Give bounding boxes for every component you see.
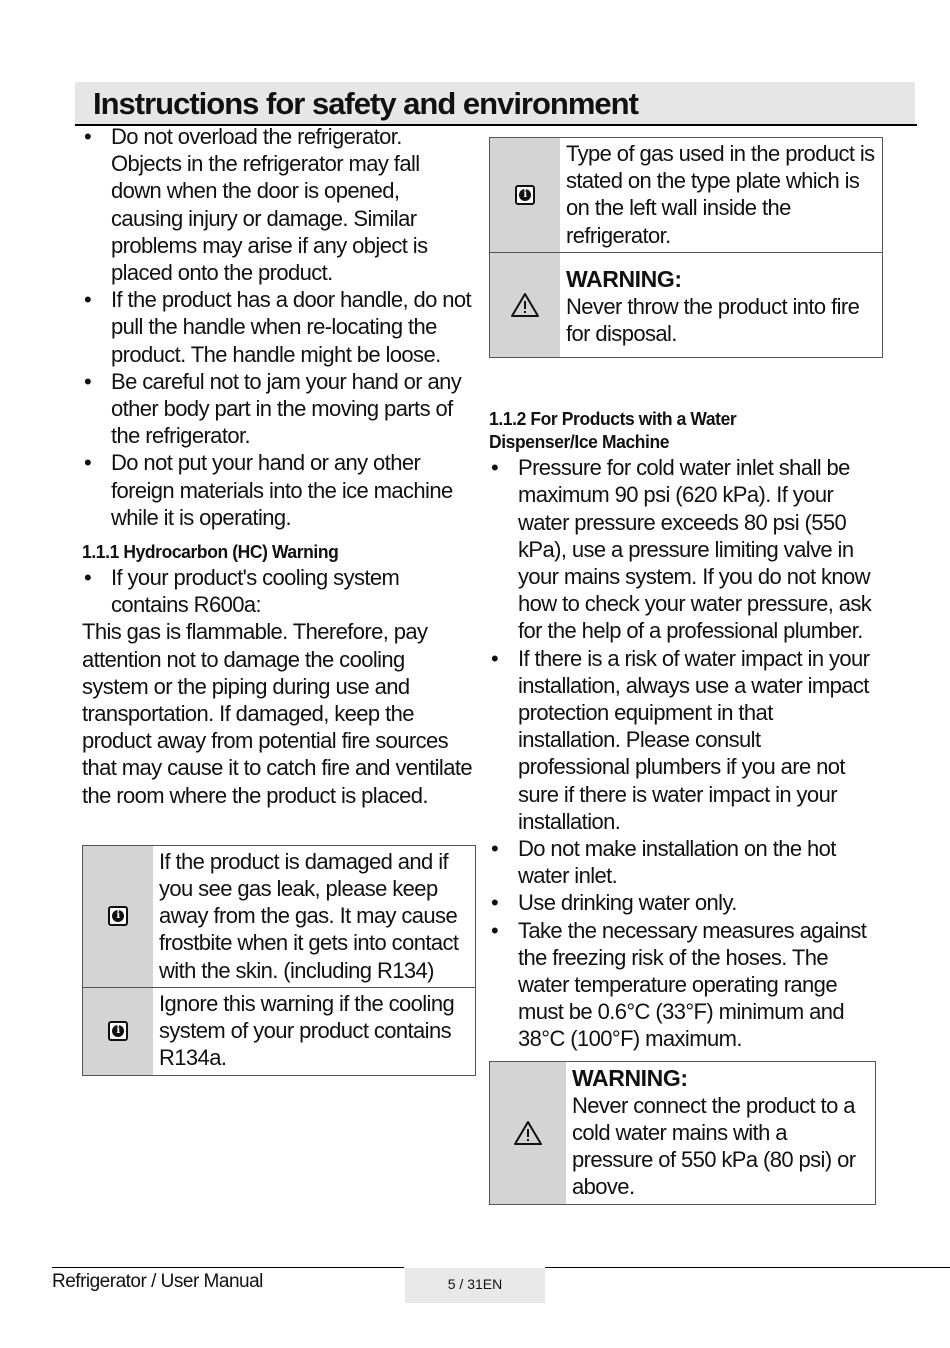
- note-icon-cell: [83, 846, 153, 987]
- list-item: • Pressure for cold water inlet shall be maximum 90 psi (620 kPa). If your water pressure exceeds 80 psi (550 kPa), use a pressure limiting valve in your mains system. If you do not know how to check your water pressure, ask for the help of a professional plumber.: [489, 454, 874, 644]
- warning-icon: [510, 292, 540, 318]
- list-item: • Do not put your hand or any other foreign materials into the ice machine while it is operating.: [82, 449, 472, 531]
- list-item: • Do not overload the refrigerator. Objects in the refrigerator may fall down when the door is opened, causing injury or damage. Similar problems may arise if any object is placed onto the product.: [82, 123, 472, 286]
- page-number-badge: 5 / 31EN: [405, 1268, 545, 1303]
- list-item: • If the product has a door handle, do not pull the handle when re-locating the product. The handle might be loose.: [82, 286, 472, 368]
- left-column: [82, 123, 472, 1076]
- gas-notes-box: [82, 845, 476, 1076]
- general-safety-list: [82, 123, 472, 531]
- warning-content: [566, 1062, 875, 1204]
- list-item: • Be careful not to jam your hand or any other body part in the moving parts of the refrigerator.: [82, 368, 472, 450]
- hc-paragraph: This gas is flammable. Therefore, pay attention not to damage the cooling system or the piping during use and transportation. If damaged, keep the product away from potential fire sources that may cause it to catch fire and ventilate the room where the product is placed.: [82, 619, 473, 808]
- footer-divider-right: [545, 1267, 950, 1268]
- hc-warning-heading: 1.1.1 Hydrocarbon (HC) Warning: [82, 542, 339, 563]
- list-item: • If your product's cooling system contains R600a:: [82, 564, 472, 618]
- list-item: • Take the necessary measures against the freezing risk of the hoses. The water temperature operating range must be 0.6°C (33°F) minimum and 38°C (100°F) maximum.: [489, 917, 874, 1053]
- note-text: Ignore this warning if the cooling system of your product contains R134a.: [159, 990, 455, 1071]
- warning-title: WARNING:: [566, 265, 682, 292]
- note-icon-cell: [490, 138, 560, 252]
- water-dispenser-list: [489, 454, 874, 1052]
- info-icon: i: [108, 906, 128, 926]
- right-column: [489, 137, 883, 1205]
- info-icon: i: [108, 1021, 128, 1041]
- water-dispenser-heading: 1.1.2 For Products with a Water Dispenser/Ice Machine: [489, 409, 737, 453]
- warning-icon: [513, 1120, 543, 1146]
- note-text: If the product is damaged and if you see gas leak, please keep away from the gas. It may cause frostbite when it gets into contact with the skin. (including R134): [159, 848, 459, 983]
- water-mains-warning-box: [489, 1061, 876, 1205]
- list-item: • Do not make installation on the hot water inlet.: [489, 835, 874, 889]
- warning-title: WARNING:: [572, 1064, 688, 1091]
- note-icon-cell: [490, 1062, 566, 1204]
- footer-manual-label: Refrigerator / User Manual: [52, 1271, 263, 1292]
- note-row: [83, 846, 475, 987]
- hc-list: [82, 564, 472, 618]
- page-title: Instructions for safety and environment: [93, 86, 638, 121]
- list-item: • If there is a risk of water impact in your installation, always use a water impact protection equipment in that installation. Please consult professional plumbers if you are not sure if there is water impact in your installation.: [489, 645, 874, 835]
- note-row: [83, 987, 475, 1075]
- list-item: • Use drinking water only.: [489, 889, 874, 916]
- warning-text: Never throw the product into fire for disposal.: [566, 293, 860, 347]
- warning-content: [560, 253, 882, 357]
- note-icon-cell: [83, 988, 153, 1075]
- warning-text: Never connect the product to a cold water mains with a pressure of 550 kPa (80 psi) or above.: [572, 1092, 856, 1200]
- note-text: Type of gas used in the product is stated on the type plate which is on the left wall inside the refrigerator.: [566, 141, 875, 248]
- gas-type-notes-box: [489, 137, 883, 358]
- note-icon-cell: [490, 253, 560, 357]
- info-icon: i: [515, 185, 535, 205]
- footer-divider-left: [52, 1267, 404, 1268]
- note-row: [490, 138, 882, 252]
- warning-row: [490, 1062, 875, 1204]
- warning-row: [490, 252, 882, 357]
